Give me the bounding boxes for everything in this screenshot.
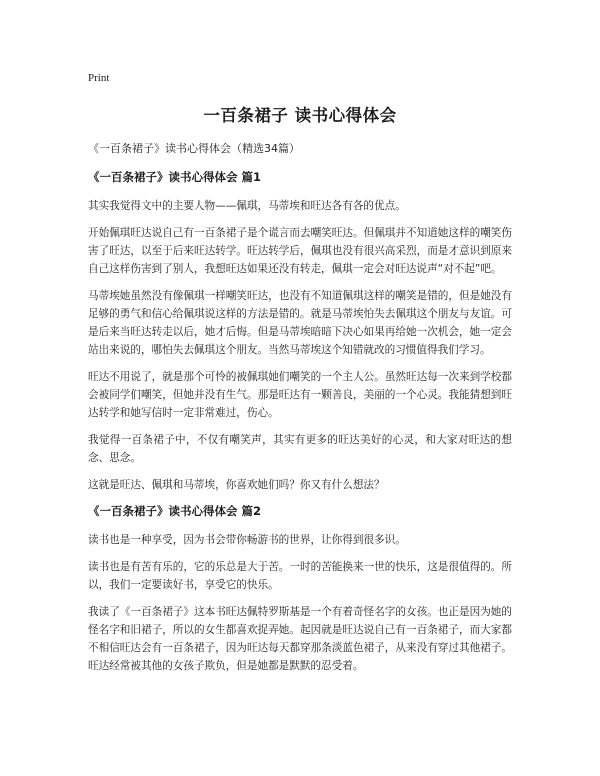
section-heading: 《一百条裙子》读书心得体会 篇2 [88, 504, 262, 518]
section-heading: 《一百条裙子》读书心得体会 篇1 [88, 170, 262, 184]
section-2 [88, 503, 512, 675]
paragraph: 开始佩琪旺达说自己有一百条裙子是个谎言而去嘲笑旺达。但佩琪并不知道她这样的嘲笑伤害了旺达，以至于后来旺达转学。旺达转学后，佩琪也没有很兴高采烈，而是才意识到原来自己这样伤害到了别人，我想旺达如果还没有转走，佩琪一定会对旺达说声“对不起”吧。 [88, 227, 512, 275]
paragraph: 马蒂埃她虽然没有像佩琪一样嘲笑旺达，也没有不知道佩琪这样的嘲笑是错的，但是她没有足够的勇气和信心给佩琪说这样的方法是错的。就是马蒂埃怕失去佩琪这个朋友与友谊。可是后来当旺达转走以后，她才后悔。但是马蒂埃暗暗下决心如果再给她一次机会，她一定会站出来说的，哪怕失去佩琪这个朋友。当然马蒂埃这个知错就改的习惯值得我们学习。 [88, 290, 512, 356]
paragraph: 我觉得一百条裙子中，不仅有嘲笑声，其实有更多的旺达美好的心灵，和大家对旺达的想念、思念。 [88, 434, 512, 464]
page-subtitle: 《一百条裙子》读书心得体会（精选34篇） [88, 142, 300, 155]
page-title: 一百条裙子 读书心得体会 [203, 106, 397, 125]
print-label: Print [88, 72, 110, 84]
paragraph: 我读了《一百条裙子》这本书旺达佩特罗斯基是一个有着奇怪名字的女孩。也正是因为她的怪名字和旧裙子，所以的女生都喜欢捉弄她。起因就是旺达说自己有一百条裙子，而大家都不相信旺达会有一百条裙子，因为旺达每天都穿那条淡蓝色裙子，从来没有穿过其他裙子。旺达经常被其他的女孩子欺负，但是她都是默默的忍受着。 [88, 606, 512, 672]
paragraph: 旺达不用说了，就是那个可怜的被佩琪她们嘲笑的一个主人公。虽然旺达每一次来到学校都会被同学们嘲笑，但她并没有生气。那是旺达有一颗善良，美丽的一个心灵。我能猜想到旺达转学和她写信时一定非常难过，伤心。 [88, 371, 512, 419]
paragraph: 读书也是一种享受，因为书会带你畅游书的世界，让你得到很多识。 [88, 534, 406, 546]
section-1 [88, 169, 512, 494]
paragraph: 读书也是有苦有乐的，它的乐总是大于苦。一时的苦能换来一世的快乐，这是很值得的。所以，我们一定要读好书，享受它的快乐。 [88, 561, 512, 591]
paragraph: 其实我觉得文中的主要人物——佩琪，马蒂埃和旺达各有各的优点。 [88, 200, 406, 212]
paragraph: 这就是旺达、佩琪和马蒂埃，你喜欢她们吗？你又有什么想法？ [88, 479, 385, 491]
